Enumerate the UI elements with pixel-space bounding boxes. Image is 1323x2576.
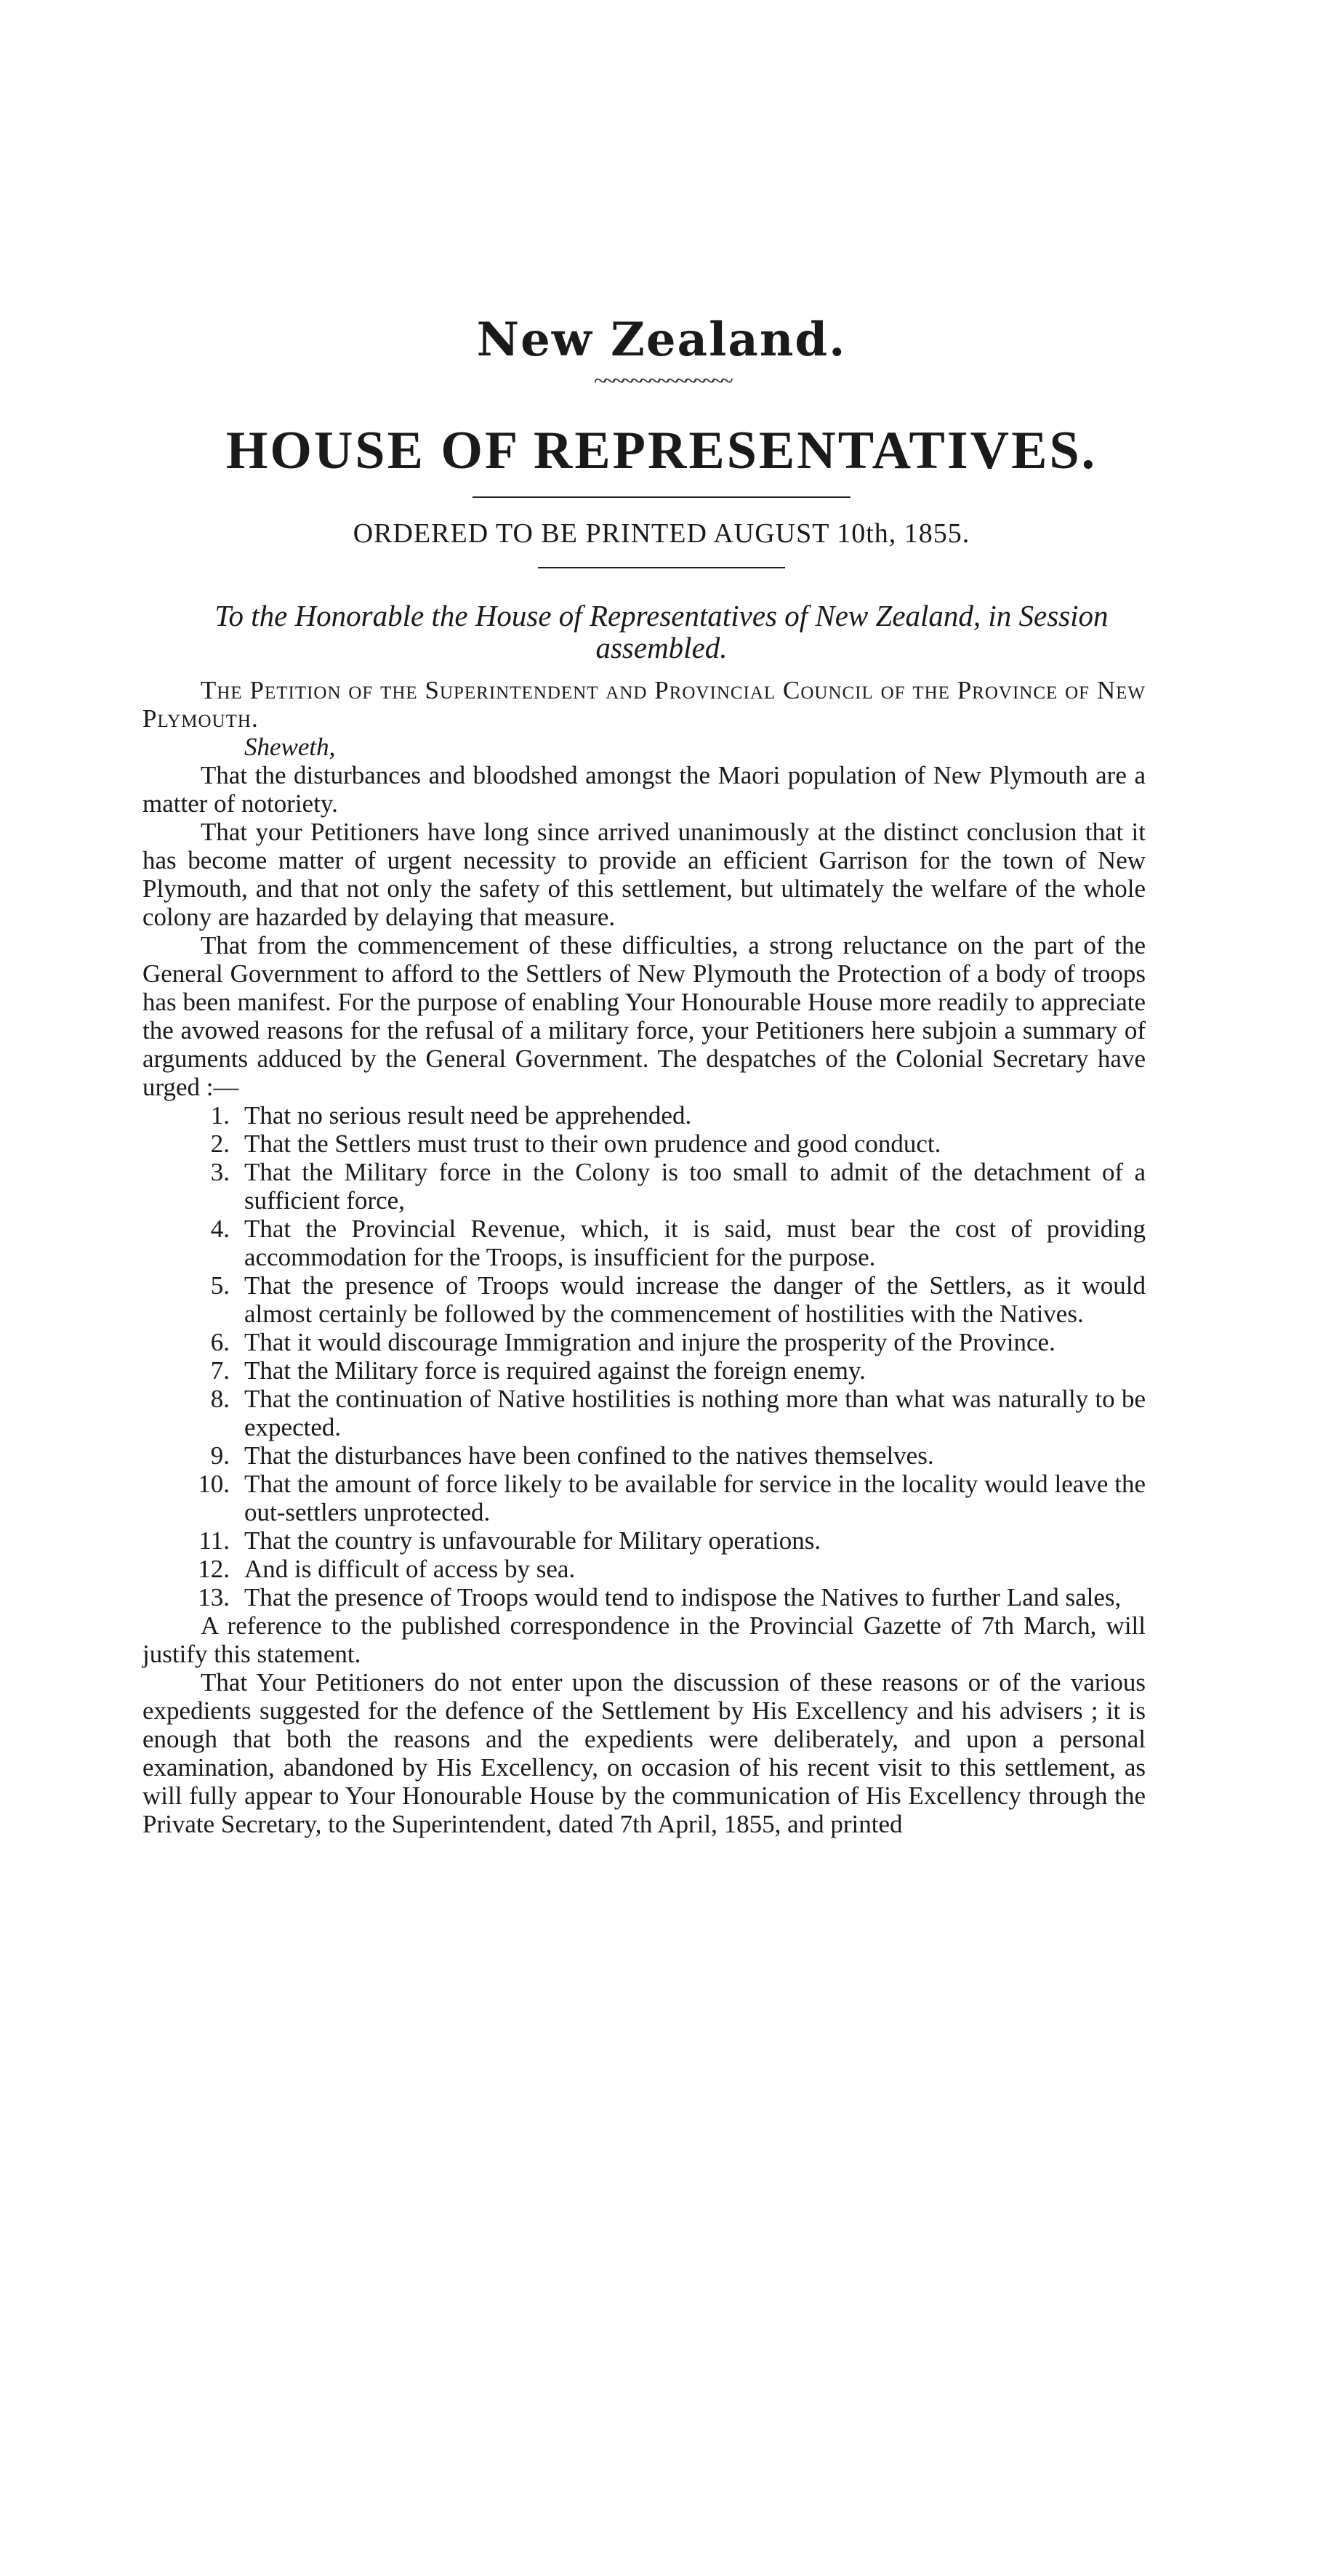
- list-number: 2.: [210, 1130, 230, 1158]
- list-text: And is difficult of access by sea.: [244, 1555, 576, 1583]
- list-text: That the Provincial Revenue, which, it is said, must bear the cost of providing accommodation for the Troops, is insufficient for the purpose.: [244, 1215, 1146, 1271]
- list-text: That it would discourage Immigration and injure the prosperity of the Province.: [244, 1328, 1055, 1356]
- list-item: [142, 1130, 1146, 1158]
- list-number: 13.: [198, 1583, 230, 1611]
- address-line: To the Honorable the House of Representatives of New Zealand, in Session assembled.: [214, 599, 1109, 664]
- list-text: That the amount of force likely to be available for service in the locality would leave the out-settlers unprotected.: [244, 1470, 1146, 1526]
- list-item: [142, 1158, 1146, 1215]
- list-item: [142, 1385, 1146, 1441]
- list-item: [142, 1101, 1146, 1130]
- list-text: That the Military force is required against the foreign enemy.: [244, 1356, 866, 1385]
- list-text: That the presence of Troops would tend to indispose the Natives to further Land sales,: [244, 1583, 1122, 1611]
- list-text: That the Settlers must trust to their own prudence and good conduct.: [244, 1130, 941, 1158]
- paragraph: That Your Petitioners do not enter upon the discussion of these reasons or of the various expedients suggested for the defence of the Settlement by His Excellency and his advisers ; it is enough that both the reasons and the expedients were deliberately, and upon a personal examination, abandoned by His Excellency, on occasion of his recent visit to this settlement, as will fully appear to Your Honourable House by the communication of His Excellency through the Private Secretary, to the Superintendent, dated 7th April, 1855, and printed: [142, 1668, 1146, 1838]
- list-item: [142, 1526, 1146, 1555]
- list-number: 7.: [210, 1356, 230, 1385]
- reasons-list: [142, 1101, 1146, 1611]
- list-item: [142, 1555, 1146, 1583]
- list-number: 8.: [210, 1385, 230, 1413]
- list-number: 11.: [198, 1526, 230, 1555]
- list-text: That the presence of Troops would increase the danger of the Settlers, as it would almost certainly be followed by the commencement of hostilities with the Natives.: [244, 1271, 1146, 1328]
- list-text: That no serious result need be apprehended.: [244, 1101, 692, 1130]
- ordered-line: ORDERED TO BE PRINTED AUGUST 10th, 1855.: [353, 518, 970, 549]
- blackletter-title: New Zealand.: [476, 313, 847, 367]
- list-number: 4.: [210, 1215, 230, 1243]
- list-item: [142, 1583, 1146, 1611]
- list-item: [142, 1271, 1146, 1328]
- petition-body: [142, 676, 1146, 1838]
- list-item: [142, 1470, 1146, 1526]
- list-item: [142, 1328, 1146, 1356]
- petition-title: The Petition of the Superintendent and Provincial Council of the Province of New Plymouth.: [142, 676, 1146, 733]
- sheweth-line: Sheweth,: [244, 733, 336, 761]
- wavy-ornament: ~~~~~~~~~~~~~~~: [594, 368, 729, 395]
- list-number: 6.: [210, 1328, 230, 1356]
- paragraph: That your Petitioners have long since arrived unanimously at the distinct conclusion that it has become matter of urgent necessity to provide an efficient Garrison for the town of New Plymouth, and that not only the safety of this settlement, but ultimately the welfare of the whole colony are hazarded by delaying that measure.: [142, 818, 1146, 931]
- list-text: That the continuation of Native hostilities is nothing more than what was naturally to be expected.: [244, 1385, 1146, 1441]
- list-number: 10.: [198, 1470, 230, 1498]
- paragraph: A reference to the published correspondence in the Provincial Gazette of 7th March, will justify this statement.: [142, 1611, 1146, 1668]
- list-text: That the disturbances have been confined to the natives themselves.: [244, 1441, 934, 1470]
- list-text: That the country is unfavourable for Military operations.: [244, 1526, 821, 1555]
- list-item: [142, 1356, 1146, 1385]
- list-item: [142, 1215, 1146, 1271]
- house-title: HOUSE OF REPRESENTATIVES.: [225, 421, 1098, 480]
- paragraph: That the disturbances and bloodshed amongst the Maori population of New Plymouth are a matter of notoriety.: [142, 761, 1146, 818]
- list-item: [142, 1441, 1146, 1470]
- list-number: 3.: [210, 1158, 230, 1186]
- top-rule: [472, 496, 850, 498]
- list-number: 5.: [210, 1271, 230, 1300]
- list-number: 12.: [198, 1555, 230, 1583]
- list-number: 1.: [210, 1101, 230, 1130]
- list-number: 9.: [210, 1441, 230, 1470]
- list-text: That the Military force in the Colony is too small to admit of the detachment of a sufficient force,: [244, 1158, 1146, 1215]
- bottom-rule: [538, 567, 785, 568]
- paragraph: That from the commencement of these difficulties, a strong reluctance on the part of the General Government to afford to the Settlers of New Plymouth the Protection of a body of troops has been manifest. For the purpose of enabling Your Honourable House more readily to appreciate the avowed reasons for the refusal of a military force, your Petitioners here subjoin a summary of arguments adduced by the General Government. The despatches of the Colonial Secretary have urged :—: [142, 931, 1146, 1101]
